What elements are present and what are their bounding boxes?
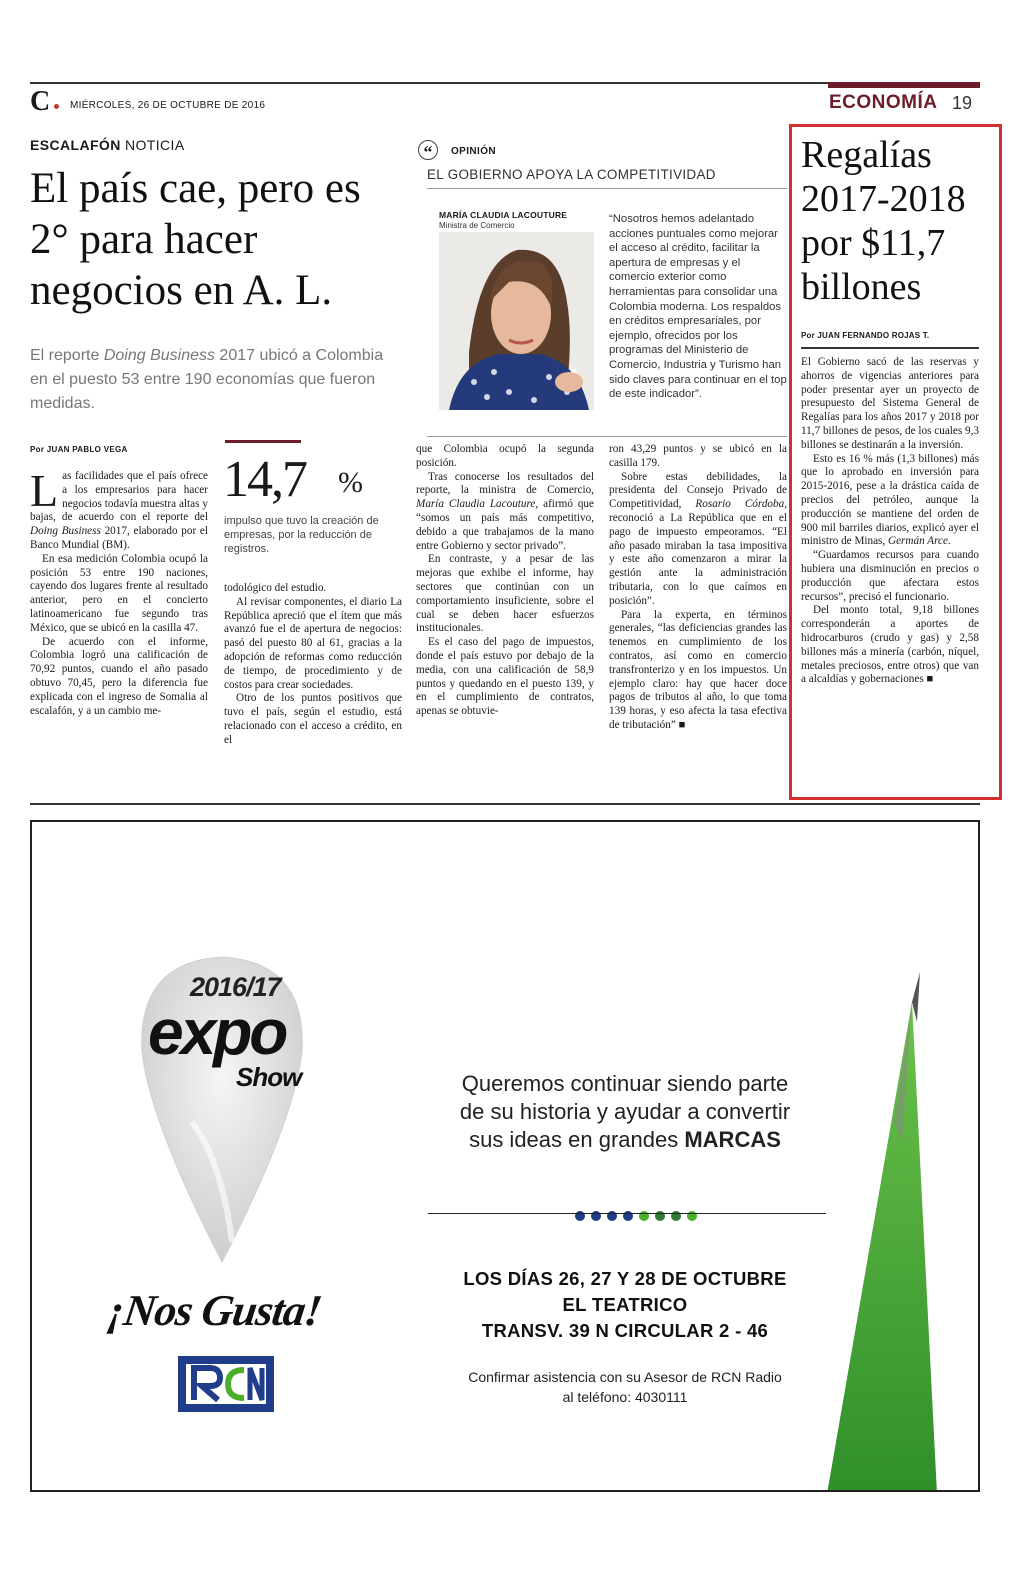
event-address: TRANSV. 39 N CIRCULAR 2 - 46 [481, 1320, 769, 1341]
article-column-1 [30, 465, 209, 718]
paragraph-italic: Rosario Córdoba [695, 498, 785, 511]
page-bottom-rule [30, 803, 980, 805]
paragraph: Para la experta, en términos generales, “las deficiencias grandes las tenemos en cumplimiento de los contratos, así como en comercio transfronterizo y en los impuestos. Un ejemplo claro: hay que hacer doce pagos de tributos al año, lo que toma 139 horas, y eso afecta la tasa efectiva de tributación” ■ [609, 608, 787, 731]
tagline-line: de su historia y ayudar a convertir [459, 1099, 791, 1124]
subhead-text: El reporte [30, 347, 104, 364]
ad-event-details [410, 1266, 840, 1344]
article-headline: El país cae, pero es 2° para hacer negocios en A. L. [30, 165, 361, 314]
ad-show-label: Show [236, 1062, 302, 1092]
article-kicker [30, 137, 185, 153]
green-triangle-graphic [827, 972, 937, 1492]
paragraph-text: . [947, 535, 951, 548]
paragraph: En contraste, y a pesar de las mejoras que exhibe el informe, hay sectores que continúan con un comportamiento insuficiente, sobre el cual se deben hacer esfuerzos institucionales. [416, 553, 594, 635]
ad-expo-logo: expo [148, 996, 286, 1068]
article-byline: Por JUAN PABLO VEGA [30, 445, 128, 454]
subhead-italic: Doing Business [103, 347, 215, 364]
paragraph-text: , afirmó que “somos un país más competitivo, debido a que trabajamos de la mano entre Gobierno y sector privado”. [416, 498, 594, 552]
event-dates: LOS DÍAS 26, 27 Y 28 DE OCTUBRE [463, 1268, 787, 1289]
paragraph: “Guardamos recursos para cuando hubiera una disminución en precios o producción que afectara estos recursos”, precisó el funcionario. [801, 549, 979, 603]
sidebar-rule [801, 347, 979, 349]
opinion-author-name: MARÍA CLAUDIA LACOUTURE [439, 210, 568, 220]
subhead-text-end: 2017 ubicó a Colombia en el puesto 53 entre 190 economías que fueron medidas. [30, 347, 384, 412]
opinion-title: EL GOBIERNO APOYA LA COMPETITIVIDAD [427, 167, 716, 182]
article-column-2 [224, 582, 402, 748]
paragraph: De acuerdo con el informe, Colombia logró una calificación de 70,92 puntos, cuando el año pasado obtuvo 70,45, pero la diferencia fue explicada con el ingreso de Somalia al escalafón, y a un cambio me- [30, 635, 208, 717]
ad-divider [428, 1213, 826, 1214]
tagline-text: sus ideas en grandes [469, 1127, 685, 1152]
paragraph: todológico del estudio. [224, 582, 327, 594]
ad-rsvp [410, 1367, 840, 1407]
opinion-divider [427, 188, 787, 189]
paragraph [416, 471, 594, 554]
drop-cap: L [30, 465, 59, 516]
paragraph: Del monto total, 9,18 billones corresponderán a aportes de hidrocarburos (crudo y gas) y 2,58 billones más a minería (carbón, níquel, metales preciosos, entre otros) que van a alcaldías y gobernaciones ■ [801, 604, 979, 686]
tagline-line [410, 1126, 840, 1154]
paragraph: Otro de los puntos positivos que tuvo el país, según el estudio, está relacionado con el acceso a crédito, en el [224, 692, 402, 746]
paragraph-italic: María Claudia Lacouture [416, 498, 536, 511]
opinion-label: OPINIÓN [451, 146, 497, 157]
kicker-bold: ESCALAFÓN [30, 137, 121, 153]
issue-date: MIÉRCOLES, 26 DE OCTUBRE DE 2016 [70, 100, 266, 111]
paragraph-text: as facilidades que el país ofrece a los empresarios para hacer negocios todavía muestra altas y bajas, de acuerdo con el reporte del [30, 470, 208, 524]
paragraph-italic: Doing Business [30, 525, 101, 538]
ad-slogan: ¡Nos Gusta! [104, 1286, 325, 1335]
opinion-author-role: Ministra de Comercio [439, 221, 515, 230]
article-column-3 [416, 443, 594, 719]
stat-caption: impulso que tuvo la creación de empresas, por la reducción de registros. [224, 515, 379, 555]
logo-dot [54, 104, 59, 109]
ad-year: 2016/17 [190, 972, 281, 1002]
paragraph: ron 43,29 puntos y se ubicó en la casilla 179. [609, 443, 787, 469]
sidebar-headline: Regalías 2017-2018 por $11,7 billones [801, 134, 966, 308]
tagline-line: Queremos continuar siendo parte [461, 1071, 789, 1096]
paragraph: En esa medición Colombia ocupó la posición 53 entre 190 naciones, cayendo dos lugares frente al resultado anterior, pero en el concierto latinoamericano fue segundo tras México, que se ubicó en la casilla 47. [30, 552, 208, 634]
paragraph: Al revisar componentes, el diario La República apreció que el ítem que más avanzó fue el de apertura de negocios: pasó del puesto 80 al 61, gracias a la adopción de reformas como reducción de tiempo, de procedimiento y de costos para crear sociedades. [224, 595, 402, 691]
page-number: 19 [952, 93, 973, 113]
paragraph-text: Esto es 16 % más (1,3 billones) más que lo aprobado en inversión para 2015-2016, pese a la drástica caída de precios del petróleo, aunque la producción se mantiene del orden de 900 mil barriles diarios, explicó ayer el ministro de Minas, [801, 452, 979, 548]
section-label: ECONOMÍA [829, 92, 938, 113]
paragraph [30, 465, 209, 553]
stat-unit: % [338, 466, 363, 499]
paragraph-text: , reconoció a La República que en el pago de impuesto empeoramos. “El año pasado miraban la tasa impositiva y este año comenzaron a mirar la gestión ante la administración tributaria, con lo que caímos en posición”. [609, 498, 787, 607]
opinion-quote: “Nosotros hemos adelantado acciones puntuales como mejorar el acceso al crédito, facilitar la apertura de empresas y el comercio exterior como herramientas para consolidar una Colombia moderna. Los respaldos en créditos empresariales, por ejemplo, ofrecidos por los programas del Ministerio de Comercio, Industria y Turismo han sido claves para continuar en el top de este indicador”. [609, 213, 787, 401]
portrait-illustration [439, 232, 594, 410]
event-venue: EL TEATRICO [562, 1294, 688, 1315]
paragraph-text: 2017, elaborado por el Banco Mundial (BM). [30, 525, 209, 551]
stat-value: 14,7 [223, 451, 306, 508]
sidebar-byline: Por JUAN FERNANDO ROJAS T. [801, 331, 930, 340]
paragraph: Es el caso del pago de impuestos, donde el país estuvo por debajo de la media, con una calificación de 58,9 puntos y quedando en el puesto 139, y en el cumplimiento de contratos, apenas se obtuvie- [416, 636, 594, 718]
paragraph-text: Sobre estas debilidades, la presidenta del Consejo Privado de Competitividad, [609, 470, 787, 511]
paragraph-italic: Germán Arce [888, 535, 948, 548]
author-photo [439, 232, 594, 410]
paragraph-text: Tras conocerse los resultados del reporte, la ministra de Comercio, [416, 470, 594, 497]
paragraph [609, 471, 787, 609]
tagline-bold: MARCAS [684, 1127, 781, 1152]
opinion-bottom-divider [427, 436, 787, 437]
paragraph [801, 453, 979, 550]
article-column-4 [609, 443, 787, 733]
paragraph: que Colombia ocupó la segunda posición. [416, 443, 594, 469]
newspaper-logo: C [30, 86, 51, 117]
ad-tagline [410, 1070, 840, 1154]
sidebar-column [801, 356, 979, 687]
rcn-logo-icon [178, 1356, 274, 1412]
quote-icon: “ [418, 140, 438, 160]
kicker-rest: NOTICIA [120, 137, 185, 153]
rsvp-line: Confirmar asistencia con su Asesor de RCN Radio [468, 1369, 782, 1385]
section-accent-bar [828, 82, 980, 88]
rsvp-phone: al teléfono: 4030111 [562, 1389, 688, 1405]
article-subhead [30, 344, 390, 416]
paragraph: El Gobierno sacó de las reservas y ahorros de vigencias anteriores para poder presentar ayer un proyecto de presupuesto del Sistema General de Regalías para los años 2017 y 2018 por 11,7 billones de pesos, de los cuales 9,3 billones se destinarán a la inversión. [801, 356, 979, 451]
stat-rule [225, 440, 301, 443]
